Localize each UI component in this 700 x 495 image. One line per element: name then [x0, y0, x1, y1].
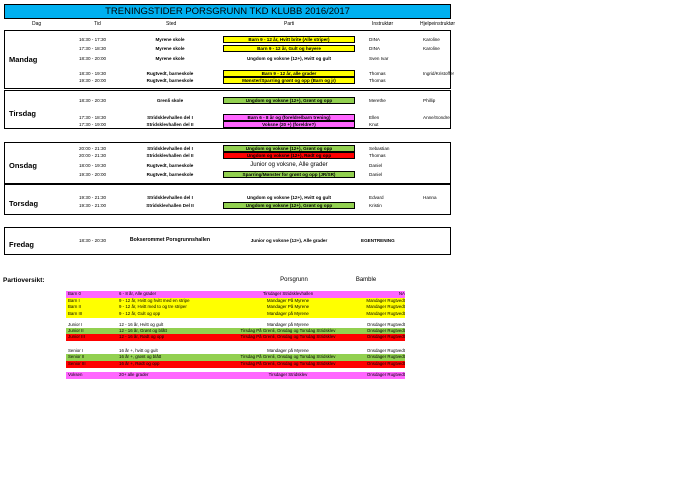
overview-desc: 9 - 12 år, Gult og opp — [119, 311, 161, 316]
col-helper: Hjelpeinstruktør — [420, 21, 456, 27]
schedule-row — [5, 162, 450, 169]
day-name: Mandag — [9, 55, 38, 64]
session-place: Myrene skole — [155, 56, 185, 61]
schedule-row — [5, 152, 450, 159]
session-instructor: Ellen — [369, 115, 380, 120]
day-name: Tirsdag — [9, 109, 36, 118]
session-party: Ungdom og voksne (12+), Hvitt og gult — [246, 195, 332, 200]
overview-row — [66, 304, 405, 311]
col-instructor: Instruktør — [372, 21, 394, 27]
session-helper: Karoline — [423, 46, 440, 51]
overview-row — [66, 354, 405, 361]
session-instructor: Merethe — [369, 98, 386, 103]
session-place: Myrene skole — [155, 37, 185, 42]
session-helper: Karoline — [423, 37, 440, 42]
session-instructor: Daniel — [369, 172, 383, 177]
overview-porsgrunn: Tirsdag På Grenli, Onsdag og Torsdag Stridsklev — [240, 354, 336, 359]
overview-bamble: NA — [398, 291, 405, 296]
overview-row — [66, 372, 405, 379]
schedule-row — [5, 70, 455, 77]
overview-name: Barn 0 — [68, 291, 81, 296]
session-instructor: Thomas — [369, 78, 386, 83]
overview-name: Senior II — [68, 354, 85, 359]
session-helper: Phillip — [423, 98, 436, 103]
overview-desc: 9 - 12 år, Hvitt med to og tre striper — [119, 304, 187, 309]
session-instructor: EGENTRENING — [361, 238, 395, 243]
overview-row — [66, 334, 405, 341]
overview-porsgrunn: Tirsdag På Grenli, Onsdag og Torsdag Stridsklev — [240, 361, 336, 366]
overview-porsgrunn: Tirsdager Stridsklev — [268, 372, 308, 377]
session-instructor: Thomas — [369, 153, 386, 158]
overview-porsgrunn: Mandager På Myrene — [266, 298, 310, 303]
session-time: 19:30 - 21:30 — [79, 195, 107, 200]
day-name: Onsdag — [9, 161, 37, 170]
session-place: Rugtvedt, barneskole — [146, 163, 194, 168]
overview-name: Barn II — [68, 304, 81, 309]
overview-desc: 12 - 16 år, Hvitt og gult — [119, 322, 164, 327]
overview-row — [66, 361, 405, 368]
schedule-row — [5, 145, 450, 152]
session-place: Myrene skole — [155, 46, 185, 51]
col-party: Parti — [284, 21, 295, 27]
overview-bamble: Onsdager Rugtvedt — [366, 348, 405, 353]
schedule-row — [5, 97, 450, 104]
session-time: 20:00 - 21:30 — [79, 146, 107, 151]
overview-desc: 12 - 16 år, Rødt og opp — [119, 334, 165, 339]
overview-name: Voksen — [68, 372, 83, 377]
session-party: Ungdom og voksne (12+), Hvitt og gult — [246, 56, 332, 61]
col-place: Sted — [166, 21, 177, 27]
session-party: Ungdom og voksne (12+), Rødt og opp — [223, 152, 355, 159]
overview-bamble: Onsdager Rugtvedt — [366, 354, 405, 359]
schedule-row — [5, 202, 450, 209]
session-helper: Anne/Sondre — [423, 115, 450, 120]
session-place: Rugtvedt, barneskole — [146, 78, 194, 83]
session-party: Barn 6 - 8 år og (foreldre/barn trening) — [223, 114, 355, 121]
session-time: 17:30 - 19:00 — [79, 122, 107, 127]
schedule-row — [5, 171, 450, 178]
overview-name: Junior III — [68, 334, 85, 339]
session-time: 18:30 - 19:30 — [79, 71, 107, 76]
day-block-mandag — [4, 30, 455, 89]
day-name: Torsdag — [9, 199, 39, 208]
session-party: Junior og voksne, Alle grader — [250, 162, 328, 168]
session-instructor: Sebastian — [369, 146, 390, 151]
overview-desc: 20+ alle grader — [119, 372, 149, 377]
session-time: 17:30 - 18:30 — [79, 115, 107, 120]
overview-name: Senior I — [68, 348, 84, 353]
overview-porsgrunn: Tirsdager Stridsklevhallen — [262, 291, 314, 296]
session-time: 20:00 - 21:30 — [79, 153, 107, 158]
overview-name: Senior III — [68, 361, 86, 366]
session-place: Bokserommet Porsgrunnshallen — [129, 237, 211, 243]
session-instructor: Kristin — [369, 203, 382, 208]
session-place: Stridsklevhallen del I — [147, 115, 193, 120]
session-time: 18:00 - 19:30 — [79, 163, 107, 168]
overview-bamble: Onsdager Rugtvedt — [366, 361, 405, 366]
session-instructor: Sven Ivar — [369, 56, 389, 61]
session-instructor: DINA — [369, 37, 380, 42]
overview-desc: 9 - 12 år, Hvitt og hvitt med en stripe — [119, 298, 190, 303]
overview-bamble: Onsdager Rugtvedt — [366, 322, 405, 327]
schedule-row — [5, 45, 450, 52]
day-block-onsdag — [4, 142, 451, 184]
overview-name: Barn I — [68, 298, 80, 303]
overview-bamble: Mandager Rugtvedt — [366, 304, 405, 309]
session-helper: Ingrid/Kristoffer — [423, 71, 455, 76]
overview-col-bamble: Bamble — [355, 277, 377, 283]
overview-bamble: Onsdager Rugtvedt — [366, 372, 405, 377]
session-place: Stridsklevhallen del II — [146, 153, 194, 158]
page-title: TRENINGSTIDER PORSGRUNN TKD KLUBB 2016/2017 — [4, 4, 451, 19]
session-place: Rugtvedt, barneskole — [146, 71, 194, 76]
overview-desc: 12 - 16 år, Grønt og blått — [119, 328, 167, 333]
session-instructor: Thomas — [369, 71, 386, 76]
schedule-row — [5, 77, 450, 84]
session-party: Sparring/Mønster for grønt og opp (JR/SR) — [223, 171, 355, 178]
session-place: Stridsklevhallen del I — [147, 195, 193, 200]
overview-row — [66, 311, 405, 318]
session-party: Mønster/Sparring grønt og opp (Barn og jr) — [223, 77, 355, 84]
overview-bamble: Onsdager Rugtvedt — [366, 334, 405, 339]
overview-porsgrunn: Tirsdag På Grenli, Onsdag og Torsdag Stridsklev — [240, 328, 336, 333]
overview-desc: 6 - 8 år, Alle grader — [119, 291, 157, 296]
session-party: Ungdom og voksne (12+), Grønt og opp — [223, 202, 355, 209]
day-block-fredag — [4, 227, 451, 255]
session-party: Barn 9 - 12 år, Gult og høyere — [223, 45, 355, 52]
overview-porsgrunn: Mandager på Myrene — [267, 322, 309, 327]
overview-bamble: Onsdager Rugtvedt — [366, 328, 405, 333]
session-helper: Hanna — [423, 195, 437, 200]
overview-desc: 16 år +, grønt og blått — [119, 354, 162, 359]
session-place: Rugtvedt, barneskole — [146, 172, 194, 177]
schedule-row — [5, 121, 450, 128]
session-time: 19:30 - 21:00 — [79, 203, 107, 208]
overview-bamble: Mandager Rugtvedt — [366, 311, 405, 316]
overview-porsgrunn: Mandager på Myrene — [267, 311, 309, 316]
session-time: 16:30 - 17:30 — [79, 37, 107, 42]
session-instructor: Knut — [369, 122, 379, 127]
session-place: Grenli skole — [156, 98, 184, 103]
overview-desc: 16 år +, hvitt og gult — [119, 348, 158, 353]
day-name: Fredag — [9, 240, 35, 249]
overview-porsgrunn: Tirsdag På Grenli, Onsdag og Torsdag Stridsklev — [240, 334, 336, 339]
overview-row — [66, 291, 405, 298]
schedule-row — [5, 194, 450, 201]
overview-desc: 16 år +, Rødt og opp — [119, 361, 160, 366]
overview-label: Partioversikt: — [3, 277, 45, 284]
session-place: Stridsklevhallen Del II — [146, 203, 194, 208]
session-party: Voksne (20 +) (foreldre?) — [223, 121, 355, 128]
session-instructor: Edvard — [369, 195, 384, 200]
schedule-row — [5, 237, 450, 244]
schedule-row — [5, 36, 450, 43]
overview-porsgrunn: Mandager på Myrene — [267, 348, 309, 353]
session-place: Stridsklevhallen del I — [147, 146, 193, 151]
day-block-tirsdag — [4, 90, 451, 129]
session-instructor: Daniel — [369, 163, 383, 168]
column-header-row — [4, 18, 456, 28]
session-time: 18:30 - 20:00 — [79, 56, 107, 61]
schedule-row — [5, 114, 450, 121]
session-party: Junior og voksne (12+), Alle grader — [250, 238, 328, 243]
session-time: 19:30 - 20:00 — [79, 172, 107, 177]
overview-name: Barn III — [68, 311, 83, 316]
col-day: Dag — [32, 21, 42, 27]
overview-col-porsgrunn: Porsgrunn — [280, 277, 308, 283]
col-time: Tid — [94, 21, 101, 27]
session-instructor: DINA — [369, 46, 380, 51]
session-party: Ungdom og voksne (12+), Grønt og opp — [223, 145, 355, 152]
session-time: 18:30 - 20:30 — [79, 98, 107, 103]
session-place: Stridsklevhallen del II — [146, 122, 194, 127]
overview-bamble: Mandager Rugtvedt — [366, 298, 405, 303]
session-party: Barn 9 - 12 år, alle grader — [223, 70, 355, 77]
overview-name: Junior II — [68, 328, 84, 333]
schedule-row — [5, 55, 450, 62]
session-party: Ungdom og voksne (12+), Grønt og opp — [223, 97, 355, 104]
session-time: 18:30 - 20:30 — [79, 238, 107, 243]
day-block-torsdag — [4, 184, 451, 215]
session-time: 17:30 - 18:30 — [79, 46, 107, 51]
session-time: 19:30 - 20:00 — [79, 78, 107, 83]
overview-porsgrunn: Mandager På Myrene — [266, 304, 310, 309]
session-party: Barn 9 - 12 år, Hvitt brite (Alle striper) — [223, 36, 355, 43]
overview-name: Junior I — [68, 322, 83, 327]
